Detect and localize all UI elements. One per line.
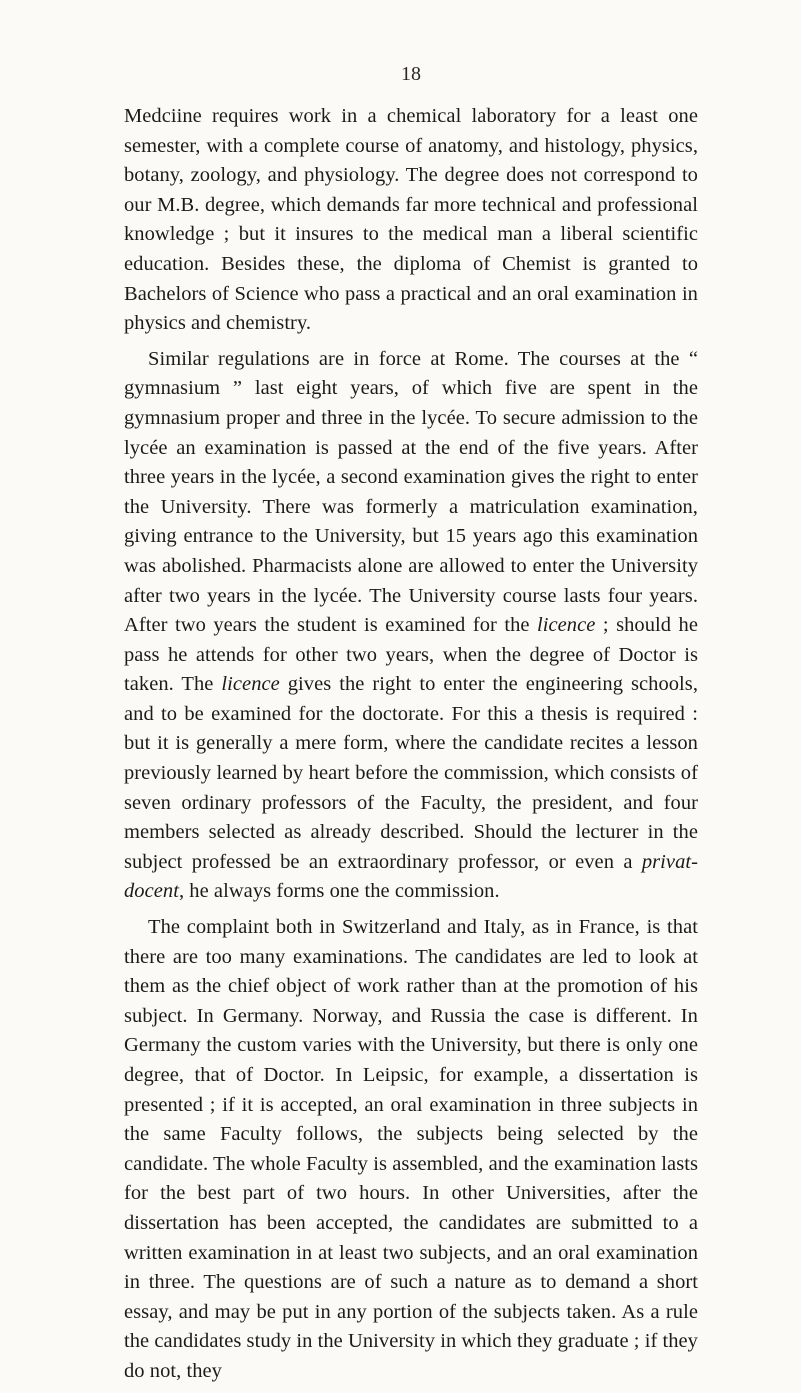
text-run: The complaint both in Switzerland and Italy, as in France, is that there are too many examinations. The candidates are led to look at them as the chief object of work rather than at the promotion of his subject. In Germany. Norway, and Russia the case is different. In Germany the custom varies with the University, but there is only one degree, that of Doctor. In Leipsic, for example, a dissertation is presented ; if it is accepted, an oral examination in three subjects in the same Faculty follows, the subjects being selected by the candidate. The whole Faculty is assembled, and the examination lasts for the best part of two hours. In other Universities, after the dissertation has been accepted, the candidates are submitted to a written examination in at least two subjects, and an oral examination in three. The questions are of such a nature as to demand a short essay, and may be put in any portion of the subjects taken. As a rule the candidates study in the University in which they graduate ; if they do not, they xyxy=(124,916,698,1382)
text-run: gives the right to enter the engineering schools, and to be examined for the doctorate. For this a thesis is required : but it is generally a mere form, where the candidate recites a lesson previously learned by heart before the commission, which consists of seven ordinary professors of the Faculty, the president, and four members selected as already described. Should the lecturer in the subject professed be an extraordinary professor, or even a xyxy=(124,673,698,873)
text-run: Medciine requires work in a chemical laboratory for a least one semester, with a complete course of anatomy, and histology, physics, botany, zoology, and physiology. The degree does not correspond to our M.B. degree, which demands far more technical and professional knowledge ; but it insures to the medical man a liberal scientific education. Besides these, the diploma of Chemist is granted to Bachelors of Science who pass a practical and an oral examination in physics and chemistry. xyxy=(124,105,698,335)
paragraph-rome-regulations xyxy=(124,345,698,907)
page-number: 18 xyxy=(401,63,421,85)
body-text xyxy=(124,102,698,1393)
paragraph-examination-complaint xyxy=(124,913,698,1387)
text-run: , he always forms one the commission. xyxy=(178,880,500,903)
text-run: Similar regulations are in force at Rome. The courses at the “ gymnasium ” last eight years, of which five are spent in the gymnasium proper and three in the lycée. To secure admission to the lycée an examination is passed at the end of the five years. After three years in the lycée, a second examination gives the right to enter the University. There was formerly a matriculation examination, giving entrance to the University, but 15 years ago this examination was abolished. Pharmacists alone are allowed to enter the University after two years in the lycée. The University course lasts four years. After two years the student is examined for the xyxy=(124,347,698,637)
italic-term: licence xyxy=(537,614,596,637)
paragraph-medicine-requirements xyxy=(124,102,698,339)
italic-term: licence xyxy=(221,673,280,696)
text-run: ; should he pass he attends for other two years, when the degree of Doctor is taken. The xyxy=(124,614,698,696)
italic-term: privat-docent xyxy=(124,850,698,903)
